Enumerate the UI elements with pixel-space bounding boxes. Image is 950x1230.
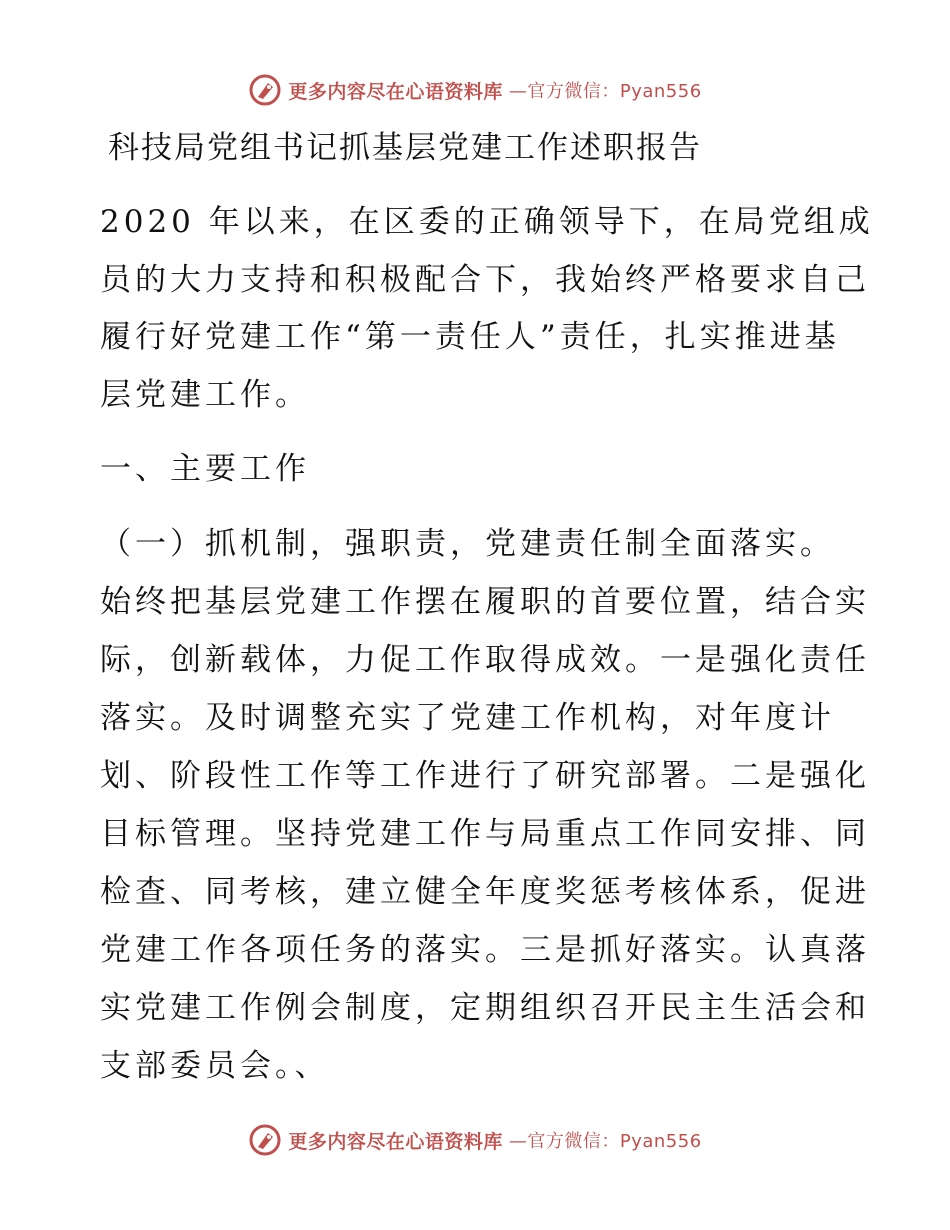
pen-nib-logo-icon: [248, 1123, 282, 1157]
pen-nib-logo-icon: [248, 73, 282, 107]
paragraph-line: 落实。及时调整充实了党建工作机构，对年度计: [100, 700, 835, 736]
document-title: 科技局党组书记抓基层党建工作述职报告: [108, 130, 702, 166]
paragraph-line: 始终把基层党建工作摆在履职的首要位置，结合实: [100, 584, 870, 620]
paragraph-line: 履行好党建工作“第一责任人”责任，扎实推进基: [100, 319, 840, 355]
paragraph-line: 2020 年以来，在区委的正确领导下，在局党组成: [100, 204, 874, 240]
paragraph-line: 检查、同考核，建立健全年度奖惩考核体系，促进: [100, 874, 870, 910]
watermark-sub-text: —官方微信：Pyan556: [508, 1131, 702, 1152]
paragraph-line: 层党建工作。: [100, 377, 310, 413]
paragraph-line: 实党建工作例会制度，定期组织召开民主生活会和: [100, 990, 870, 1026]
subsection-heading: （一）抓机制，强职责，党建责任制全面落实。: [100, 526, 835, 562]
watermark-banner-top: [0, 70, 950, 110]
watermark-banner-bottom: [0, 1120, 950, 1160]
paragraph-line: 党建工作各项任务的落实。三是抓好落实。认真落: [100, 932, 870, 968]
paragraph-line: 支部委员会。、: [100, 1048, 330, 1084]
paragraph-line: 际，创新载体，力促工作取得成效。一是强化责任: [100, 642, 870, 678]
paragraph-line: 划、阶段性工作等工作进行了研究部署。二是强化: [100, 758, 870, 794]
paragraph-line: 目标管理。坚持党建工作与局重点工作同安排、同: [100, 816, 870, 852]
paragraph-line: 员的大力支持和积极配合下，我始终严格要求自己: [100, 262, 870, 298]
watermark-main-text: 更多内容尽在心语资料库: [288, 1130, 503, 1153]
watermark-main-text: 更多内容尽在心语资料库: [288, 80, 503, 103]
watermark-sub-text: —官方微信：Pyan556: [508, 81, 702, 102]
section-heading: 一、主要工作: [100, 451, 310, 487]
